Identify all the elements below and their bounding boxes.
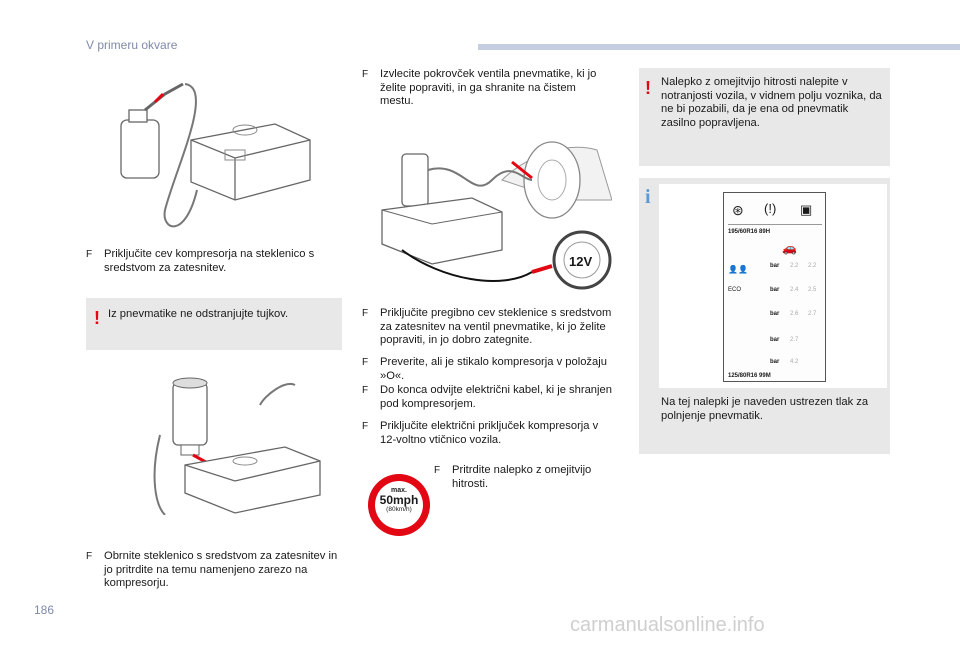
warning-box: [86, 298, 342, 350]
sign-max: max.: [391, 487, 407, 494]
bullet-icon: F: [362, 385, 369, 396]
info-icon: i: [645, 186, 651, 208]
page-number: 186: [34, 603, 55, 617]
pressure-rear: 2.2: [808, 263, 817, 269]
pressure-front: 2.4: [790, 287, 799, 293]
tyre-connection-illustration: [362, 140, 612, 300]
warning-box: [639, 68, 890, 166]
pressure-spare: 2.7: [790, 337, 799, 343]
bullet-icon: F: [86, 249, 93, 260]
eco-label: ECO: [728, 287, 742, 293]
pressure-warning-icon: (!): [764, 201, 777, 216]
bullet-icon: F: [434, 465, 441, 476]
socket-label: 12V: [569, 254, 593, 269]
tyre-size-primary: 195/60R16 89H: [728, 229, 771, 235]
step-text: Obrnite steklenico s sredstvom za zatesnitev in jo pritrdite na temu namenjeno zarezo na kompresorju.: [104, 550, 338, 590]
pressure-front: 2.6: [790, 311, 799, 317]
step-text: Do konca odvijte električni kabel, ki je shranjen pod kompresorjem.: [380, 384, 612, 410]
step-text: Priključite cev kompresorja na steklenico s sredstvom za zatesnitev.: [104, 248, 315, 274]
unit-bar: bar: [770, 337, 780, 343]
bottle-mount-illustration: [145, 375, 340, 515]
header-bar: [478, 44, 960, 50]
warning-icon: !: [645, 78, 651, 98]
info-text: Na tej nalepki je naveden ustrezen tlak za polnjenje pnevmatik.: [661, 396, 869, 422]
unit-bar: bar: [770, 311, 780, 317]
step-text: Priključite električni priključek kompresorja v 12-voltno vtičnico vozila.: [380, 420, 599, 446]
pressure-front: 2.2: [790, 263, 799, 269]
sign-kmh: (80km/h): [386, 506, 412, 513]
warning-text: Nalepko z omejitvijo hitrosti nalepite v notranjosti vozila, v vidnem polju voznika, da ne bi pozabili, da je ena od pnevmatik zasilno popravljena.: [661, 76, 882, 129]
step-text: Izvlecite pokrovček ventila pnevmatike, ki jo želite popraviti, in ga shranite na čistem mestu.: [380, 68, 597, 108]
step-text: Preverite, ali je stikalo kompresorja v položaju »O«.: [380, 356, 607, 382]
tyre-size-spare: 125/80R16 99M: [728, 373, 771, 379]
bullet-icon: F: [362, 421, 369, 432]
section-title: V primeru okvare: [86, 38, 178, 52]
pressure-rear: 2.5: [808, 287, 817, 293]
step-text: Pritrdite nalepko z omejitvijo hitrosti.: [452, 464, 592, 490]
warning-icon: !: [94, 308, 100, 328]
unit-bar: bar: [770, 287, 780, 293]
watermark: carmanualsonline.info: [570, 614, 765, 636]
tyre-icon: ⊛: [732, 202, 744, 218]
bullet-icon: F: [362, 357, 369, 368]
bullet-icon: F: [362, 69, 369, 80]
bullet-icon: F: [362, 308, 369, 319]
warning-text: Iz pnevmatike ne odstranjujte tujkov.: [108, 308, 289, 320]
sign-speed: 50mph: [379, 493, 419, 507]
compressor-bottle-illustration: [105, 80, 325, 235]
speed-limit-sign: [368, 474, 430, 536]
tyre-pressure-label: [723, 192, 826, 382]
unit-bar: bar: [770, 359, 780, 365]
bullet-icon: F: [86, 551, 93, 562]
label-icons-row: [728, 197, 822, 225]
manual-icon: ▣: [800, 202, 813, 217]
pressure-rear: 2.7: [808, 311, 817, 317]
car-icon: 🚗: [782, 241, 797, 255]
step-text: Priključite pregibno cev steklenice s sredstvom za zatesnitev na ventil pnevmatike, ki jo želite popraviti, in jo dobro zategnite.: [380, 307, 612, 347]
occupancy-icon: 👤👤: [728, 265, 748, 274]
pressure-temp-spare: 4.2: [790, 359, 799, 365]
unit-bar: bar: [770, 263, 780, 269]
